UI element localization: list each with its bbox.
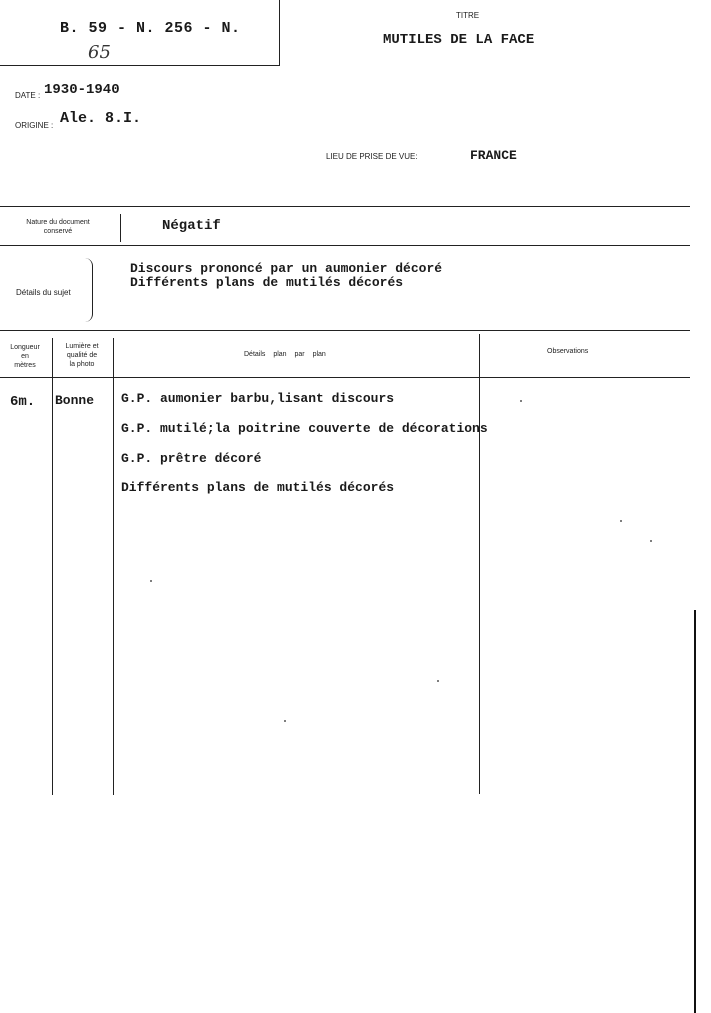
col-header-observations: Observations [547,348,589,355]
details-sujet-brace [84,258,93,322]
nature-label-line1: Nature du document [26,219,90,226]
cote-handwritten-number: 65 [88,42,111,63]
plan-line-4: Différents plans de mutilés décorés [121,480,395,495]
nature-label-line2: conservé [43,228,73,235]
col-header-longueur [2,343,48,370]
date-label: DATE : [15,91,41,100]
scan-speck [437,680,439,682]
origine-value: Ale. 8.I. [60,110,142,127]
lieu-label: LIEU DE PRISE DE VUE: [326,152,418,161]
col-header-lumiere [56,342,108,369]
document-title: MUTILES DE LA FACE [383,32,535,48]
col-header-lumiere-3: la photo [69,361,95,368]
qualite-value: Bonne [55,393,95,408]
col-header-longueur-2: en [21,353,29,360]
col-divider-1 [52,338,53,795]
scan-speck [284,720,286,722]
longueur-value: 6m. [10,394,36,410]
plan-line-1: G.P. aumonier barbu,lisant discours [121,391,395,406]
cote-reference: B. 59 - N. 256 - N. [60,20,241,37]
origine-label: ORIGINE : [15,121,54,130]
rule-header [0,206,690,207]
scan-speck [620,520,622,522]
rule-details-sujet [0,330,690,331]
col-header-lumiere-1: Lumière et [65,343,99,350]
col-divider-3 [479,334,480,794]
nature-value: Négatif [162,218,221,234]
col-divider-2 [113,338,114,795]
details-sujet-line-2: Différents plans de mutilés décorés [130,275,404,290]
titre-label: TITRE [456,11,480,20]
scan-speck [150,580,152,582]
scan-speck [520,400,522,402]
details-sujet-line-1: Discours prononcé par un aumonier décoré [130,261,443,276]
rule-table-header [0,377,690,378]
lieu-value: FRANCE [470,148,517,163]
scan-edge-line [694,610,696,1013]
col-header-details: Détails plan par plan [244,351,326,358]
plan-line-2: G.P. mutilé;la poitrine couverte de décorations [121,421,488,436]
date-value: 1930-1940 [44,82,120,98]
nature-label [8,218,108,236]
scan-speck [650,540,652,542]
rule-nature [0,245,690,246]
col-header-longueur-3: mètres [14,362,36,369]
nature-divider [120,214,121,242]
details-sujet-label: Détails du sujet [16,288,71,297]
plan-line-3: G.P. prêtre décoré [121,451,262,466]
col-header-lumiere-2: qualité de [66,352,98,359]
col-header-longueur-1: Longueur [10,344,40,351]
